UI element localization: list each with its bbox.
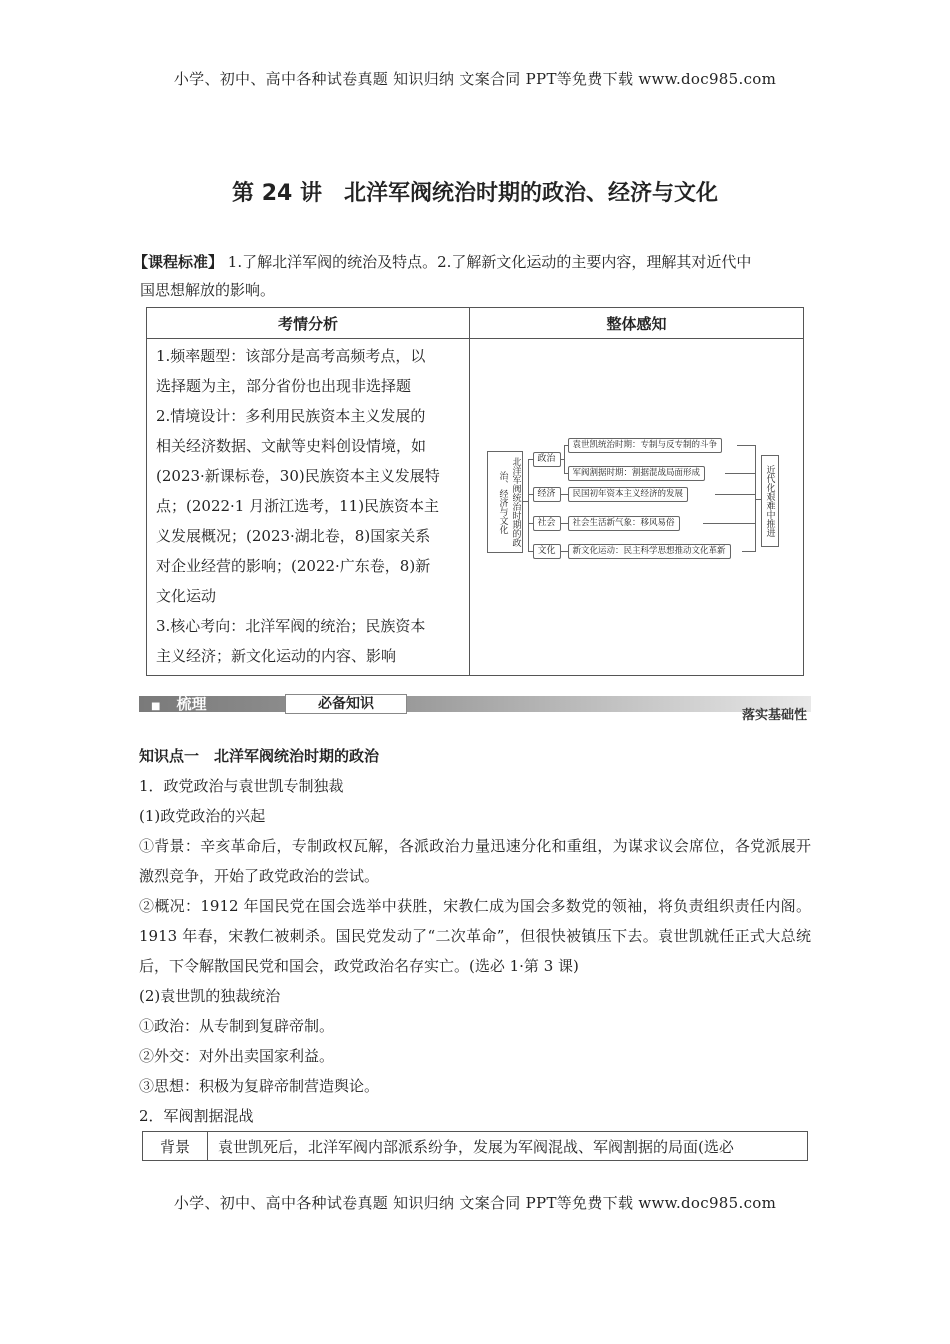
paragraph-politics: ①政治：从专制到复辟帝制。 <box>139 1017 335 1035</box>
banner-label-right: 落实基础性 <box>741 708 807 723</box>
subsection-heading: (1)政党政治的兴起 <box>139 807 266 825</box>
category-economy: 经济 <box>533 487 561 502</box>
diagram-item: 新文化运动：民主科学思想推动文化革新 <box>568 544 731 559</box>
analysis-line: 点；(2022·1 月浙江选考，11)民族资本主 <box>156 497 440 515</box>
analysis-line: 相关经济数据、文献等史料创设情境，如 <box>156 437 427 455</box>
analysis-line: 2.情境设计：多利用民族资本主义发展的 <box>156 407 426 425</box>
paragraph-background: ①背景：辛亥革命后，专制政权瓦解，各派政治力量迅速分化和重组，为谋求议会席位，各党派展开激烈竞争，开始了政党政治的尝试。 <box>139 837 811 885</box>
section-banner <box>139 694 811 722</box>
course-standard <box>133 248 813 304</box>
content-body <box>139 741 811 1131</box>
category-society: 社会 <box>533 516 561 531</box>
analysis-line: 主义经济；新文化运动的内容、影响 <box>156 647 397 665</box>
banner-label-middle: 必备知识 <box>285 694 407 714</box>
category-culture: 文化 <box>533 544 561 559</box>
diagram-item: 袁世凯统治时期：专制与反专制的斗争 <box>568 438 723 453</box>
connector-line <box>742 551 755 552</box>
diagram-item: 民国初年资本主义经济的发展 <box>568 487 689 502</box>
connector-line <box>528 459 529 552</box>
connector-line <box>528 494 533 495</box>
section-heading: 2．军阀割据混战 <box>139 1107 254 1125</box>
col-header-overview: 整体感知 <box>470 308 804 339</box>
analysis-line: (2023·新课标卷，30)民族资本主义发展特 <box>156 467 440 485</box>
diagram-root-box: 北洋军阀统治时期的政治、经济与文化 <box>487 451 523 553</box>
analysis-line: 3.核心考向：北洋军阀的统治；民族资本 <box>156 617 426 635</box>
diagram-item: 社会生活新气象：移风易俗 <box>568 516 680 531</box>
page-footer: 小学、初中、高中各种试卷真题 知识归纳 文案合同 PPT等免费下载 www.doc985.com <box>173 1194 777 1212</box>
overview-cell <box>470 339 804 676</box>
connector-line <box>528 459 533 460</box>
connector-line <box>715 494 755 495</box>
banner-label-left: ■ 梳理 <box>151 695 207 713</box>
page-title: 第 24 讲 北洋军阀统治时期的政治、经济与文化 <box>232 181 718 206</box>
analysis-cell <box>147 339 470 676</box>
warlord-table <box>142 1131 808 1161</box>
col-header-analysis: 考情分析 <box>147 308 470 339</box>
row-value: 袁世凯死后，北洋军阀内部派系纷争，发展为军阀混战、军阀割据的局面(选必 <box>208 1132 808 1161</box>
connector-line <box>528 523 533 524</box>
connector-line <box>560 494 568 495</box>
knowledge-point-heading: 知识点一 北洋军阀统治时期的政治 <box>139 747 380 765</box>
connector-line <box>564 445 565 474</box>
analysis-line: 1.频率题型：该部分是高考高频考点，以 <box>156 347 426 365</box>
analysis-line: 选择题为主，部分省份也出现非选择题 <box>156 377 412 395</box>
banner-bar <box>139 696 811 712</box>
concept-diagram <box>487 437 787 577</box>
analysis-table <box>146 307 804 676</box>
row-key: 背景 <box>143 1132 208 1161</box>
connector-line <box>564 473 568 474</box>
connector-line <box>560 551 568 552</box>
paragraph-ideology: ③思想：积极为复辟帝制营造舆论。 <box>139 1077 380 1095</box>
analysis-line: 对企业经营的影响；(2022·广东卷，8)新 <box>156 557 431 575</box>
analysis-line: 义发展概况；(2023·湖北卷，8)国家关系 <box>156 527 431 545</box>
connector-line <box>560 523 568 524</box>
subsection-heading: (2)袁世凯的独裁统治 <box>139 987 281 1005</box>
analysis-line: 文化运动 <box>156 587 217 605</box>
section-heading: 1．政党政治与袁世凯专制独裁 <box>139 777 344 795</box>
standard-line2: 国思想解放的影响。 <box>140 281 276 299</box>
diagram-conclusion-box: 近代化艰难中推进 <box>761 455 779 547</box>
connector-line <box>528 551 533 552</box>
connector-line <box>725 473 755 474</box>
category-politics: 政治 <box>533 452 561 467</box>
standard-label: 【课程标准】 <box>133 253 224 271</box>
page-header: 小学、初中、高中各种试卷真题 知识归纳 文案合同 PPT等免费下载 www.doc985.com <box>173 70 777 88</box>
connector-line <box>564 445 568 446</box>
connector-line <box>737 445 755 446</box>
paragraph-overview: ②概况：1912 年国民党在国会选举中获胜，宋教仁成为国会多数党的领袖，将负责组织责任内阁。1913 年春，宋教仁被刺杀。国民党发动了“二次革命”，但很快被镇压下去。袁世凯就任正式大总统后，下令解散国民党和国会，政党政治名存实亡。(选必 1·第 3 课) <box>139 897 811 975</box>
standard-line1: 1.了解北洋军阀的统治及特点。2.了解新文化运动的主要内容，理解其对近代中 <box>223 253 752 271</box>
paragraph-diplomacy: ②外交：对外出卖国家利益。 <box>139 1047 335 1065</box>
connector-line <box>703 523 755 524</box>
diagram-item: 军阀割据时期：割据混战局面形成 <box>568 466 706 481</box>
